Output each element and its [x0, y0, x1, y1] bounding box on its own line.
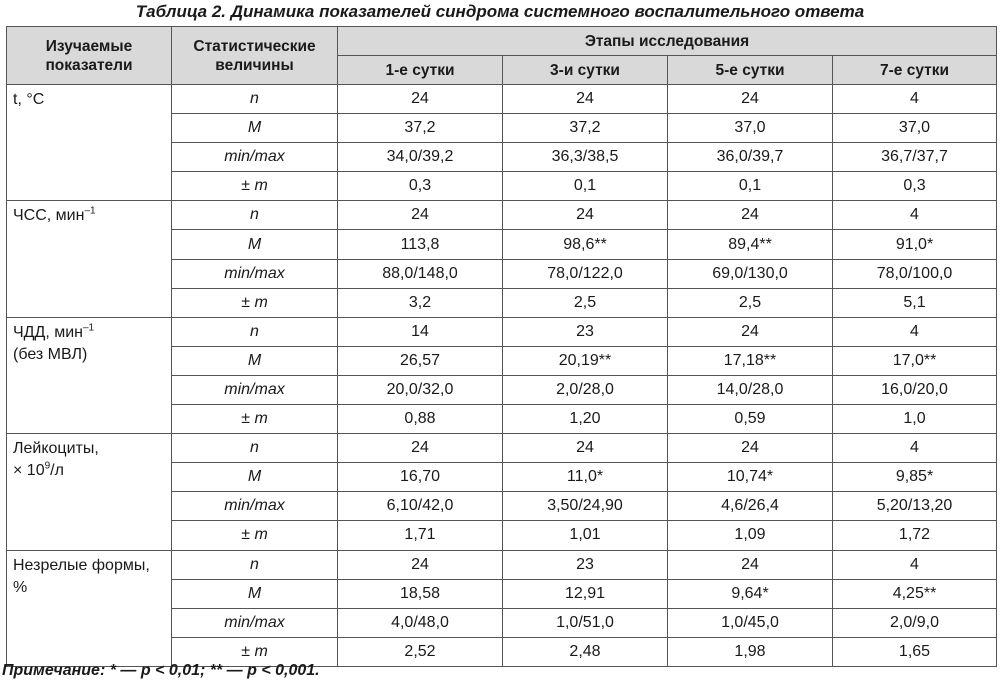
value-cell: 78,0/122,0: [503, 259, 668, 288]
value-cell: 37,0: [833, 114, 997, 143]
value-cell: 78,0/100,0: [833, 259, 997, 288]
value-cell: 16,0/20,0: [833, 375, 997, 404]
param-cell: [7, 317, 172, 433]
value-cell: 1,71: [338, 521, 503, 550]
param-line2: (без МВЛ): [13, 345, 88, 363]
value-cell: 4,0/48,0: [338, 608, 503, 637]
value-cell: 69,0/130,0: [668, 259, 833, 288]
value-cell: 24: [668, 201, 833, 230]
value-cell: 0,3: [833, 172, 997, 201]
value-cell: 0,3: [338, 172, 503, 201]
stat-cell: min/max: [172, 375, 338, 404]
stat-cell: ± m: [172, 521, 338, 550]
value-cell: 98,6**: [503, 230, 668, 259]
stat-cell: n: [172, 85, 338, 114]
value-cell: 1,09: [668, 521, 833, 550]
stat-cell: ± m: [172, 288, 338, 317]
value-cell: 4,6/26,4: [668, 492, 833, 521]
param-line2-sup: 9: [44, 460, 51, 472]
table-title: Таблица 2. Динамика показателей синдрома системного воспалительного ответа: [135, 2, 865, 21]
value-cell: 113,8: [338, 230, 503, 259]
value-cell: 11,0*: [503, 463, 668, 492]
value-cell: 14: [338, 317, 503, 346]
value-cell: 24: [503, 85, 668, 114]
param-line2-pre: × 10: [13, 462, 45, 480]
value-cell: 1,72: [833, 521, 997, 550]
stat-cell: min/max: [172, 259, 338, 288]
stat-cell: n: [172, 201, 338, 230]
value-cell: 2,48: [503, 637, 668, 666]
stat-cell: min/max: [172, 143, 338, 172]
stat-cell: ± m: [172, 637, 338, 666]
value-cell: 26,57: [338, 346, 503, 375]
stat-cell: M: [172, 230, 338, 259]
stat-cell: M: [172, 114, 338, 143]
value-cell: 3,50/24,90: [503, 492, 668, 521]
value-cell: 1,0: [833, 405, 997, 434]
value-cell: 14,0/28,0: [668, 375, 833, 404]
value-cell: 24: [503, 201, 668, 230]
value-cell: 24: [503, 434, 668, 463]
value-cell: 4: [833, 201, 997, 230]
value-cell: 4: [833, 434, 997, 463]
value-cell: 34,0/39,2: [338, 143, 503, 172]
value-cell: 4: [833, 85, 997, 114]
stat-cell: min/max: [172, 608, 338, 637]
value-cell: 24: [338, 550, 503, 579]
value-cell: 2,5: [503, 288, 668, 317]
param-line2: %: [13, 578, 28, 596]
table-note: Примечание: * — p < 0,01; ** — p < 0,001.: [2, 662, 320, 679]
value-cell: 5,1: [833, 288, 997, 317]
value-cell: 23: [503, 550, 668, 579]
value-cell: 1,98: [668, 637, 833, 666]
param-name: ЧДД, мин: [13, 323, 83, 341]
value-cell: 2,5: [668, 288, 833, 317]
param-sup: –1: [83, 322, 95, 334]
value-cell: 1,01: [503, 521, 668, 550]
param-cell: [7, 434, 172, 550]
value-cell: 24: [338, 434, 503, 463]
value-cell: 91,0*: [833, 230, 997, 259]
header-day-5: 5-е сутки: [668, 56, 833, 85]
value-cell: 1,0/51,0: [503, 608, 668, 637]
value-cell: 2,0/28,0: [503, 375, 668, 404]
value-cell: 37,0: [668, 114, 833, 143]
header-stat: Статистические величины: [172, 27, 338, 85]
param-line2-post: /л: [50, 462, 64, 480]
param-cell: [7, 201, 172, 317]
param-sup: –1: [84, 206, 96, 218]
value-cell: 4: [833, 550, 997, 579]
value-cell: 1,20: [503, 405, 668, 434]
value-cell: 24: [668, 434, 833, 463]
value-cell: 0,1: [503, 172, 668, 201]
value-cell: 4: [833, 317, 997, 346]
stat-cell: ± m: [172, 405, 338, 434]
value-cell: 6,10/42,0: [338, 492, 503, 521]
value-cell: 9,64*: [668, 579, 833, 608]
value-cell: 10,74*: [668, 463, 833, 492]
value-cell: 0,88: [338, 405, 503, 434]
value-cell: 5,20/13,20: [833, 492, 997, 521]
header-day-3: 3-и сутки: [503, 56, 668, 85]
value-cell: 20,19**: [503, 346, 668, 375]
data-table: [6, 26, 997, 667]
value-cell: 0,1: [668, 172, 833, 201]
value-cell: 37,2: [338, 114, 503, 143]
param-name: ЧСС, мин: [13, 207, 85, 225]
table-row: [7, 317, 997, 346]
value-cell: 16,70: [338, 463, 503, 492]
stat-cell: M: [172, 346, 338, 375]
table-row: [7, 434, 997, 463]
value-cell: 12,91: [503, 579, 668, 608]
value-cell: 17,0**: [833, 346, 997, 375]
stat-cell: n: [172, 550, 338, 579]
value-cell: 37,2: [503, 114, 668, 143]
value-cell: 20,0/32,0: [338, 375, 503, 404]
stat-cell: M: [172, 463, 338, 492]
value-cell: 24: [338, 201, 503, 230]
value-cell: 1,65: [833, 637, 997, 666]
table-row: [7, 201, 997, 230]
value-cell: 36,3/38,5: [503, 143, 668, 172]
value-cell: 88,0/148,0: [338, 259, 503, 288]
value-cell: 3,2: [338, 288, 503, 317]
stat-cell: ± m: [172, 172, 338, 201]
value-cell: 89,4**: [668, 230, 833, 259]
value-cell: 1,0/45,0: [668, 608, 833, 637]
value-cell: 36,7/37,7: [833, 143, 997, 172]
stat-cell: M: [172, 579, 338, 608]
param-name: Лейкоциты,: [13, 440, 99, 458]
value-cell: 24: [668, 317, 833, 346]
value-cell: 2,0/9,0: [833, 608, 997, 637]
table-row: [7, 550, 997, 579]
param-name: t, °C: [13, 91, 45, 108]
table-row: [7, 85, 997, 114]
value-cell: 0,59: [668, 405, 833, 434]
value-cell: 23: [503, 317, 668, 346]
header-param: Изучаемые показатели: [7, 27, 172, 85]
header-stages: Этапы исследования: [338, 27, 997, 56]
header-day-7: 7-е сутки: [833, 56, 997, 85]
header-day-1: 1-е сутки: [338, 56, 503, 85]
value-cell: 9,85*: [833, 463, 997, 492]
stat-cell: n: [172, 317, 338, 346]
value-cell: 18,58: [338, 579, 503, 608]
param-cell: [7, 85, 172, 201]
value-cell: 24: [338, 85, 503, 114]
stat-cell: n: [172, 434, 338, 463]
stat-cell: min/max: [172, 492, 338, 521]
value-cell: 4,25**: [833, 579, 997, 608]
value-cell: 17,18**: [668, 346, 833, 375]
param-cell: [7, 550, 172, 666]
value-cell: 2,52: [338, 637, 503, 666]
value-cell: 24: [668, 85, 833, 114]
value-cell: 24: [668, 550, 833, 579]
value-cell: 36,0/39,7: [668, 143, 833, 172]
table-body: [7, 85, 997, 667]
param-name: Незрелые формы,: [13, 556, 150, 574]
